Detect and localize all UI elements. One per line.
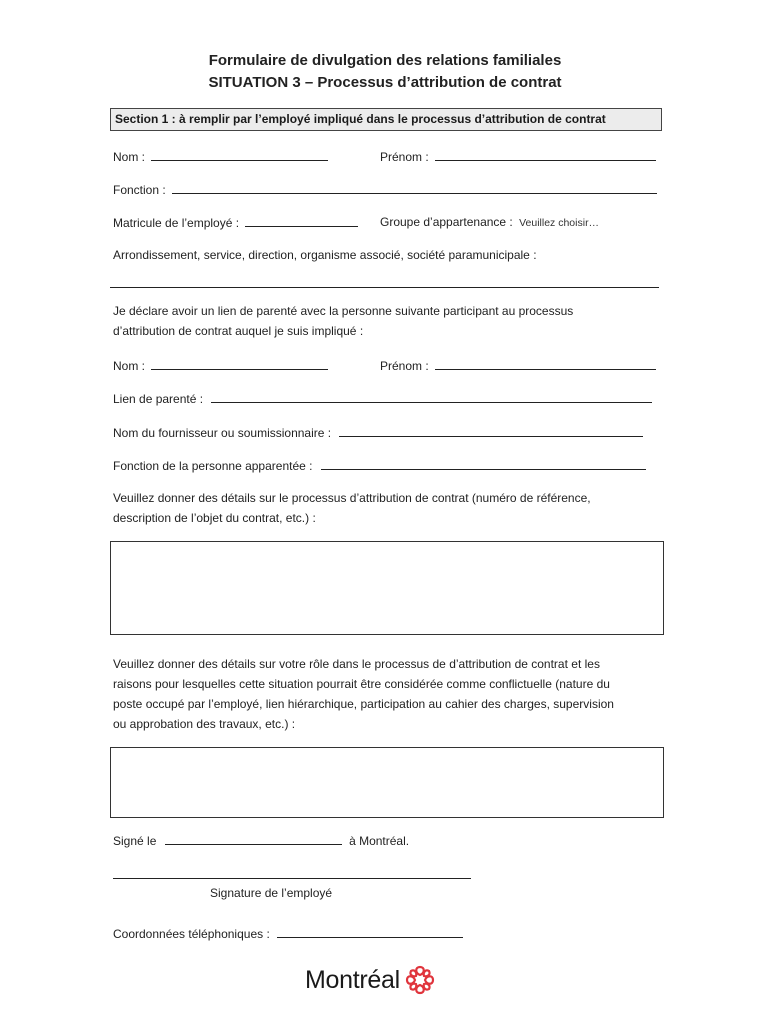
montreal-logo — [305, 962, 436, 998]
signe-date-field[interactable] — [165, 833, 342, 845]
fonction-field[interactable] — [172, 182, 657, 194]
declaration-text — [113, 301, 673, 341]
groupe-select[interactable]: Veuillez choisir… — [519, 217, 600, 229]
parent-nom-field[interactable] — [151, 358, 328, 370]
signe-row — [113, 833, 409, 848]
declaration-line-1: Je déclare avoir un lien de parenté avec la personne suivante participant au processus — [113, 304, 574, 318]
lien-row — [113, 391, 652, 406]
fournisseur-row — [113, 425, 643, 440]
fournisseur-label: Nom du fournisseur ou soumissionnaire : — [113, 426, 332, 440]
details-textbox[interactable] — [110, 541, 664, 635]
role-prompt-line-4: ou approbation des travaux, etc.) : — [113, 717, 296, 731]
groupe-label: Groupe d’appartenance : — [380, 215, 513, 229]
coordonnees-field[interactable] — [277, 926, 463, 938]
coordonnees-label: Coordonnées téléphoniques : — [113, 927, 270, 941]
role-textbox[interactable] — [110, 747, 664, 818]
section-1-heading: Section 1 : à remplir par l’employé impliqué dans le processus d’attribution de contrat — [110, 108, 662, 131]
details-prompt-line-1: Veuillez donner des détails sur le processus d’attribution de contrat (numéro de référence, — [113, 491, 591, 505]
fonction-row — [113, 182, 657, 197]
signe-prefix: Signé le — [113, 834, 157, 848]
logo-wordmark: Montréal — [305, 965, 400, 994]
signature-caption: Signature de l’employé — [210, 886, 333, 900]
arrondissement-field[interactable] — [110, 287, 659, 288]
coordonnees-row — [113, 926, 463, 941]
prenom-label — [380, 149, 656, 164]
parent-nom-row — [113, 358, 328, 373]
nom-label-text: Nom : — [113, 150, 146, 164]
role-prompt-line-1: Veuillez donner des détails sur votre rôle dans le processus de d’attribution de contrat et les — [113, 657, 600, 671]
parent-prenom-row — [380, 358, 656, 373]
matricule-label: Matricule de l’employé : — [113, 216, 240, 230]
fonction-apparentee-label: Fonction de la personne apparentée : — [113, 459, 313, 473]
parent-prenom-label: Prénom : — [380, 359, 429, 373]
form-subtitle: SITUATION 3 – Processus d’attribution de contrat — [208, 74, 562, 91]
details-prompt-line-2: description de l’objet du contrat, etc.) : — [113, 511, 316, 525]
fournisseur-field[interactable] — [339, 425, 643, 437]
matricule-row — [113, 215, 358, 230]
details-prompt — [113, 488, 673, 528]
signature-line[interactable] — [113, 878, 471, 879]
role-prompt-line-2: raisons pour lesquelles cette situation pourrait être considérée comme conflictuelle (nature du — [113, 677, 610, 691]
prenom-label-text: Prénom : — [380, 150, 429, 164]
arrondissement-label: Arrondissement, service, direction, organisme associé, société paramunicipale : — [113, 248, 537, 262]
signe-suffix: à Montréal. — [349, 834, 410, 848]
role-prompt — [113, 654, 673, 734]
prenom-field[interactable] — [435, 149, 656, 161]
nom-field[interactable] — [151, 149, 328, 161]
fonction-apparentee-field[interactable] — [321, 458, 646, 470]
nom-label — [113, 149, 328, 164]
parent-nom-label: Nom : — [113, 359, 146, 373]
declaration-line-2: d’attribution de contrat auquel je suis impliqué : — [113, 324, 364, 338]
fonction-label: Fonction : — [113, 183, 166, 197]
montreal-rosette-icon — [404, 964, 436, 996]
form-title: Formulaire de divulgation des relations familiales — [208, 52, 562, 69]
lien-label: Lien de parenté : — [113, 392, 204, 406]
parent-prenom-field[interactable] — [435, 358, 656, 370]
role-prompt-line-3: poste occupé par l’employé, lien hiérarchique, participation au cahier des charges, supervision — [113, 697, 614, 711]
groupe-row — [380, 215, 599, 229]
fonction-apparentee-row — [113, 458, 646, 473]
lien-field[interactable] — [211, 391, 652, 403]
matricule-field[interactable] — [245, 215, 358, 227]
